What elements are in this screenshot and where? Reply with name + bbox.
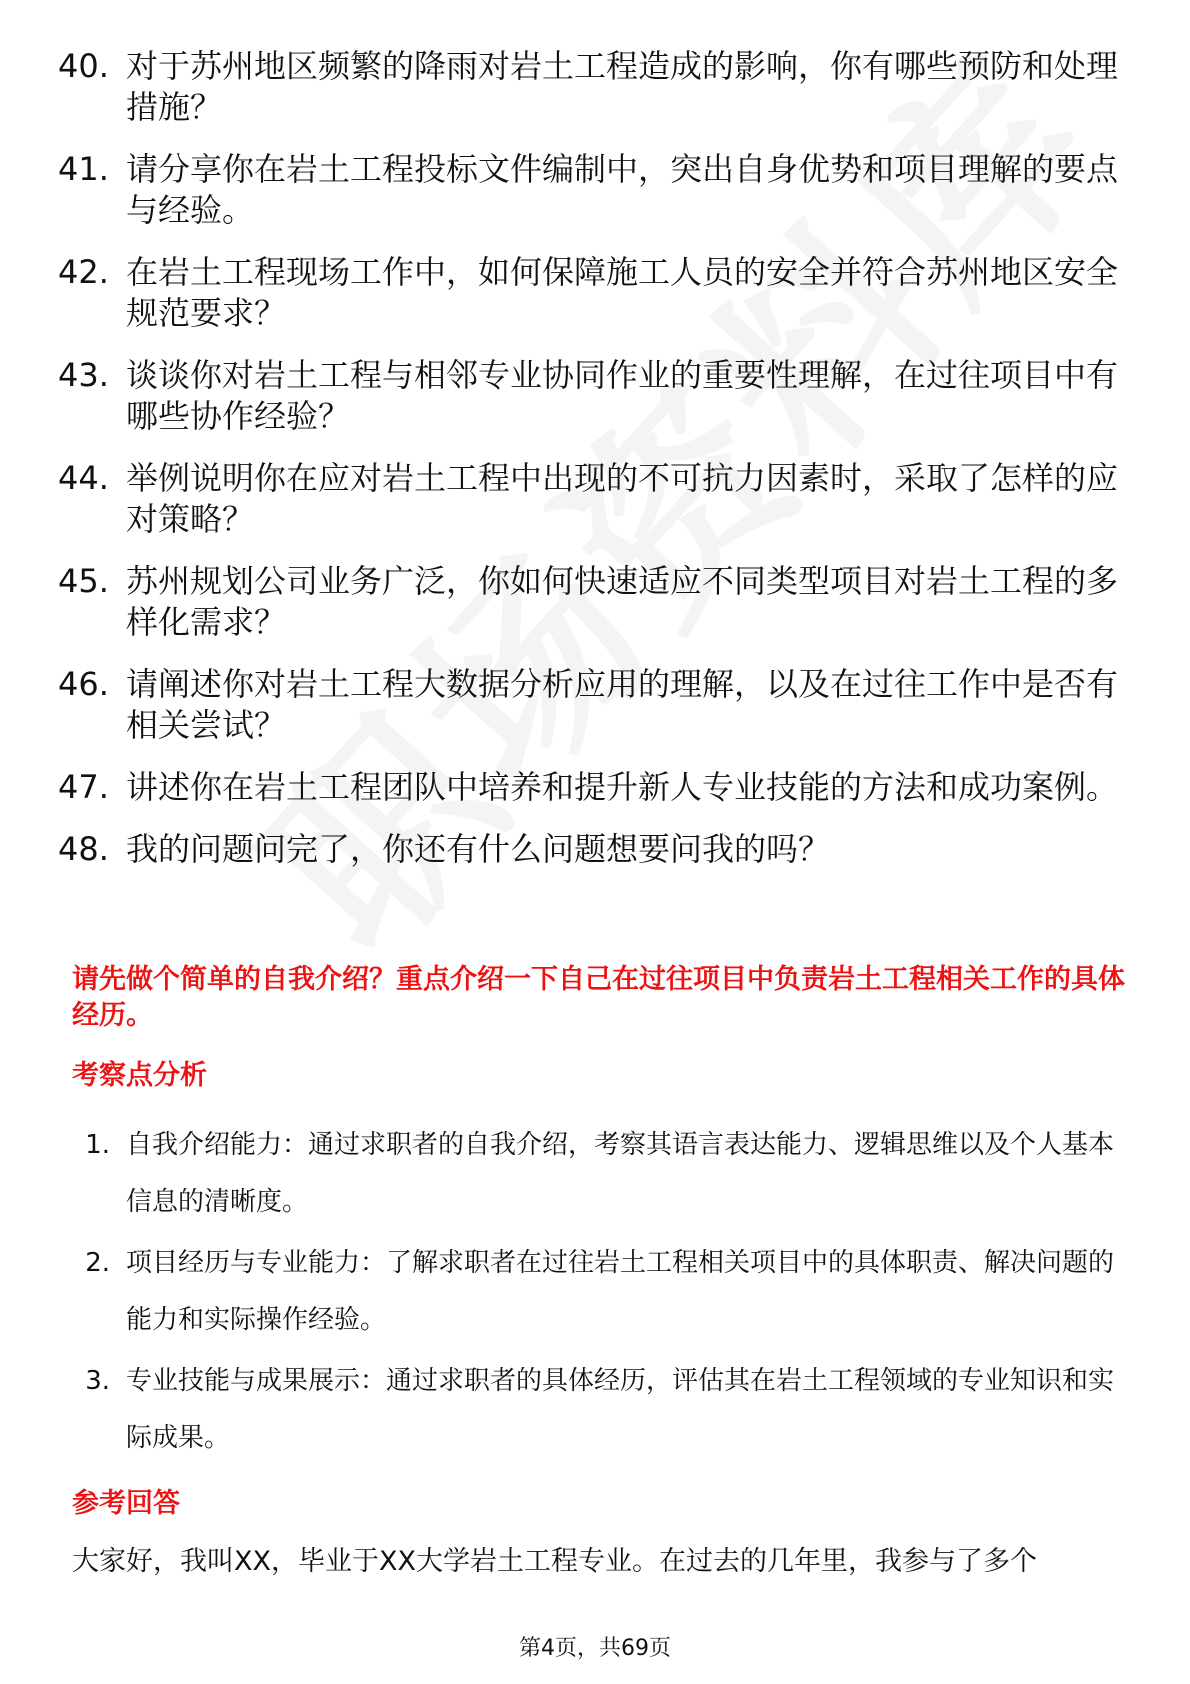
question-text: 讲述你在岩土工程团队中培养和提升新人专业技能的方法和成功案例。 bbox=[126, 768, 1119, 806]
question-text: 在岩土工程现场工作中，如何保障施工人员的安全并符合苏州地区安全规范要求？ bbox=[126, 253, 1119, 332]
question-text: 举例说明你在应对岩土工程中出现的不可抗力因素时，采取了怎样的应对策略？ bbox=[126, 459, 1119, 538]
question-number: 44. bbox=[58, 459, 109, 497]
question-number: 45. bbox=[58, 562, 109, 600]
list-item bbox=[58, 355, 1128, 437]
list-item bbox=[72, 1235, 1132, 1349]
question-list bbox=[58, 46, 1128, 891]
question-text: 对于苏州地区频繁的降雨对岩土工程造成的影响，你有哪些预防和处理措施？ bbox=[126, 47, 1119, 126]
question-text: 苏州规划公司业务广泛，你如何快速适应不同类型项目对岩土工程的多样化需求？ bbox=[126, 562, 1119, 641]
question-number: 46. bbox=[58, 665, 109, 703]
list-item bbox=[58, 458, 1128, 540]
list-item bbox=[58, 252, 1128, 334]
list-item bbox=[58, 829, 1128, 870]
analysis-text: 项目经历与专业能力：了解求职者在过往岩土工程相关项目中的具体职责、解决问题的能力和实际操作经验。 bbox=[126, 1248, 1115, 1335]
question-number: 42. bbox=[58, 253, 109, 291]
analysis-number: 2. bbox=[85, 1248, 110, 1278]
question-number: 48. bbox=[58, 830, 109, 868]
question-text: 请分享你在岩土工程投标文件编制中，突出自身优势和项目理解的要点与经验。 bbox=[126, 150, 1119, 229]
analysis-list bbox=[72, 1117, 1132, 1471]
analysis-text: 自我介绍能力：通过求职者的自我介绍，考察其语言表达能力、逻辑思维以及个人基本信息的清晰度。 bbox=[126, 1130, 1115, 1217]
analysis-heading: 考察点分析 bbox=[72, 1060, 207, 1091]
featured-question: 请先做个简单的自我介绍？重点介绍一下自己在过往项目中负责岩土工程相关工作的具体经历。 bbox=[72, 964, 1125, 1031]
page-number: 第4页，共69页 bbox=[519, 1636, 671, 1661]
question-text: 谈谈你对岩土工程与相邻专业协同作业的重要性理解，在过往项目中有哪些协作经验？ bbox=[126, 356, 1119, 435]
list-item bbox=[58, 664, 1128, 746]
question-number: 43. bbox=[58, 356, 109, 394]
reference-answer: 大家好，我叫XX，毕业于XX大学岩土工程专业。在过去的几年里，我参与了多个 bbox=[72, 1546, 1037, 1577]
list-item bbox=[58, 767, 1128, 808]
list-item bbox=[58, 46, 1128, 128]
question-number: 40. bbox=[58, 47, 109, 85]
list-item bbox=[58, 149, 1128, 231]
analysis-number: 1. bbox=[85, 1130, 110, 1160]
list-item bbox=[72, 1353, 1132, 1467]
list-item bbox=[58, 561, 1128, 643]
list-item bbox=[72, 1117, 1132, 1231]
question-number: 41. bbox=[58, 150, 109, 188]
question-text: 请阐述你对岩土工程大数据分析应用的理解，以及在过往工作中是否有相关尝试？ bbox=[126, 665, 1119, 744]
question-text: 我的问题问完了，你还有什么问题想要问我的吗？ bbox=[126, 830, 831, 868]
analysis-text: 专业技能与成果展示：通过求职者的具体经历，评估其在岩土工程领域的专业知识和实际成果。 bbox=[126, 1366, 1115, 1453]
question-number: 47. bbox=[58, 768, 109, 806]
reference-heading: 参考回答 bbox=[72, 1488, 180, 1519]
analysis-number: 3. bbox=[85, 1366, 110, 1396]
